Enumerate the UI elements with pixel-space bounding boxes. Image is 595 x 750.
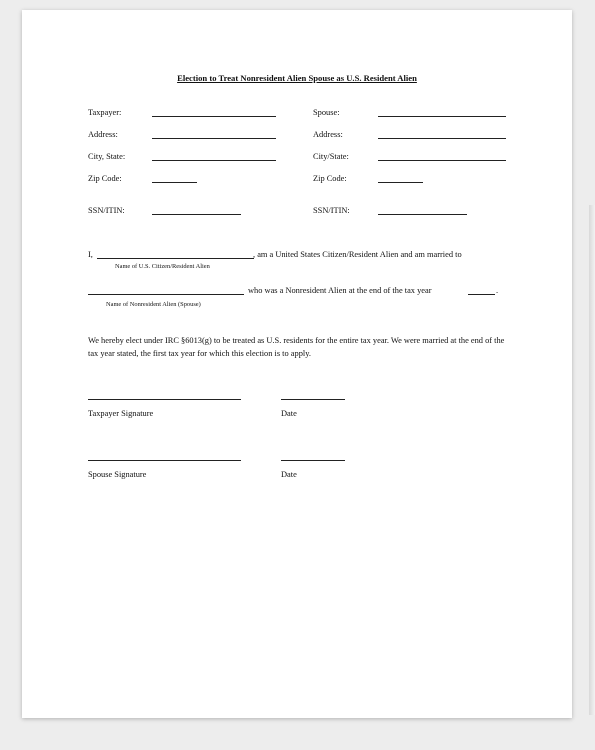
- spouse-signature-label: Spouse Signature: [88, 470, 147, 479]
- spouse-date-field[interactable]: [281, 460, 345, 461]
- taxpayer-ssn-field[interactable]: [152, 214, 241, 215]
- nonresident-spouse-name-field[interactable]: [88, 294, 244, 295]
- us-citizen-name-caption: Name of U.S. Citizen/Resident Alien: [115, 263, 210, 270]
- tax-year-field[interactable]: [468, 294, 495, 295]
- page-edge-shadow: [589, 205, 595, 715]
- taxpayer-city-state-field[interactable]: [152, 160, 276, 161]
- taxpayer-signature-field[interactable]: [88, 399, 241, 400]
- spouse-label: Spouse:: [313, 108, 340, 117]
- taxpayer-signature-label: Taxpayer Signature: [88, 409, 154, 418]
- declaration-line2-text: who was a Nonresident Alien at the end of the tax year: [248, 286, 432, 295]
- spouse-zip-label: Zip Code:: [313, 174, 347, 183]
- spouse-address-label: Address:: [313, 130, 343, 139]
- taxpayer-label: Taxpayer:: [88, 108, 122, 117]
- taxpayer-name-field[interactable]: [152, 116, 276, 117]
- taxpayer-date-label: Date: [281, 409, 297, 418]
- taxpayer-address-field[interactable]: [152, 138, 276, 139]
- document-title: Election to Treat Nonresident Alien Spouse as U.S. Resident Alien: [177, 73, 417, 83]
- declaration-line2-period: .: [496, 286, 499, 295]
- taxpayer-zip-label: Zip Code:: [88, 174, 122, 183]
- us-citizen-name-field[interactable]: [97, 258, 254, 259]
- taxpayer-date-field[interactable]: [281, 399, 345, 400]
- spouse-city-state-label: City/State:: [313, 152, 349, 161]
- spouse-date-label: Date: [281, 470, 297, 479]
- spouse-city-state-field[interactable]: [378, 160, 506, 161]
- spouse-address-field[interactable]: [378, 138, 506, 139]
- election-statement: We hereby elect under IRC §6013(g) to be treated as U.S. residents for the entire tax year. We were married at the end of the tax year stated, the first tax year for which this election is to apply.: [88, 336, 505, 358]
- taxpayer-zip-field[interactable]: [152, 182, 197, 183]
- taxpayer-city-state-label: City, State:: [88, 152, 126, 161]
- declaration-line1-text: , am a United States Citizen/Resident Alien and am married to: [253, 250, 462, 259]
- declaration-prefix: I,: [88, 250, 93, 259]
- taxpayer-address-label: Address:: [88, 130, 118, 139]
- nonresident-spouse-name-caption: Name of Nonresident Alien (Spouse): [106, 301, 201, 308]
- spouse-ssn-field[interactable]: [378, 214, 467, 215]
- taxpayer-ssn-label: SSN/ITIN:: [88, 206, 125, 215]
- document-page: [22, 10, 572, 718]
- spouse-ssn-label: SSN/ITIN:: [313, 206, 350, 215]
- spouse-signature-field[interactable]: [88, 460, 241, 461]
- spouse-name-field[interactable]: [378, 116, 506, 117]
- spouse-zip-field[interactable]: [378, 182, 423, 183]
